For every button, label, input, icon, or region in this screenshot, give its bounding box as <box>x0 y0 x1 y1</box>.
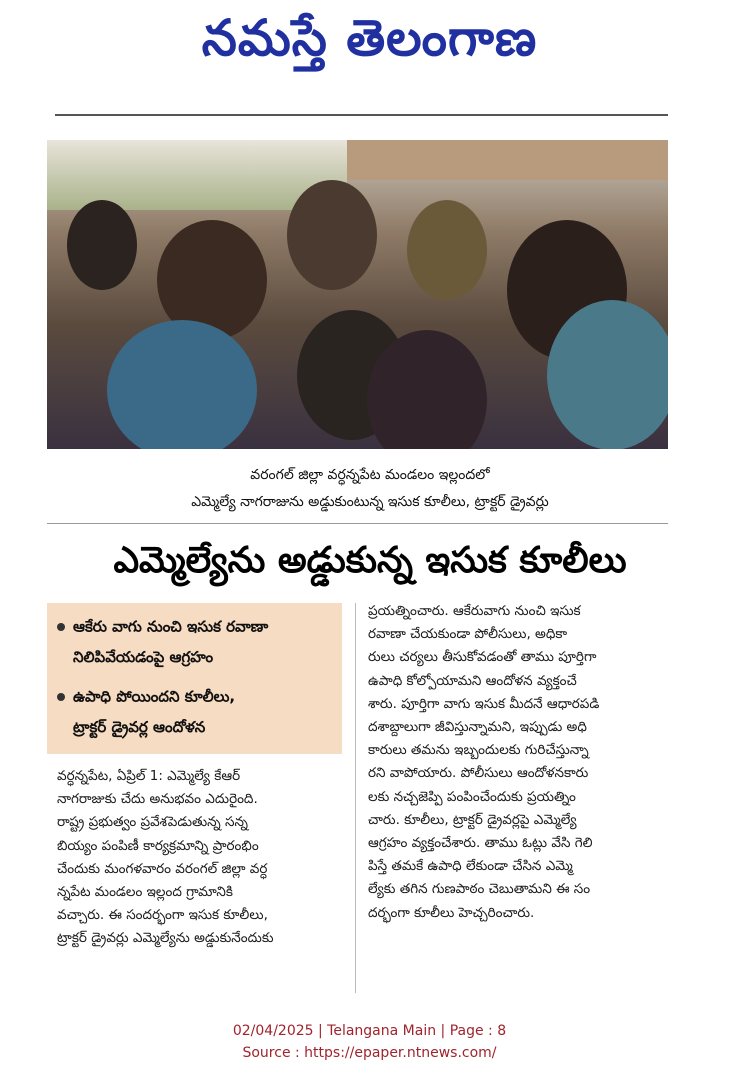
highlight-item <box>57 681 337 742</box>
footer-date-line: 02/04/2025 | Telangana Main | Page : 8 <box>232 1023 507 1039</box>
body-line: దర్భంగా కూలీలు హెచ్చరించారు. <box>368 904 535 921</box>
body-line: ఆగ్రహం వ్యక్తంచేశారు. తాము ఓట్లు వేసి గెలి <box>368 835 593 852</box>
headline: ఎమ్మెల్యేను అడ్డుకున్న ఇసుక కూలీలు <box>113 540 627 581</box>
highlight-item <box>57 611 337 672</box>
masthead-rule <box>55 114 668 116</box>
news-photo <box>47 140 668 449</box>
highlight-line: ఉపాధి పోయిందని కూలీలు, <box>73 687 236 706</box>
body-line: పిస్తే తమకే ఉపాధి లేకుండా చేసిన ఎమ్మె <box>368 858 573 875</box>
bullet-icon <box>57 693 65 701</box>
body-line: రని వాపోయారు. పోలీసులు ఆందోళనకారు <box>368 765 589 782</box>
highlight-line: ట్రాక్టర్ డ్రైవర్ల ఆందోళన <box>73 718 206 736</box>
bullet-icon <box>57 623 65 631</box>
body-line: చేందుకు మంగళవారం వరంగల్ జిల్లా వర్ధ <box>57 860 268 877</box>
highlight-line: నిలిపివేయడంపై ఆగ్రహం <box>73 648 214 666</box>
footer <box>0 1020 739 1064</box>
body-line: ప్రయత్నించారు. ఆకేరువాగు నుంచి ఇసుక <box>368 603 581 619</box>
body-line: ఉపాధి కోల్పోయామని ఆందోళన వ్యక్తంచే <box>368 672 577 689</box>
body-line: చారు. కూలీలు, ట్రాక్టర్ డ్రైవర్లపై ఎమ్మెల్యే <box>368 811 577 828</box>
body-line: శారు. పూర్తిగా వాగు ఇసుక మీదనే ఆధారపడి <box>368 695 600 712</box>
body-line: న్నపేట మండలం ఇల్లంద గ్రామానికి <box>57 884 233 901</box>
body-line: బియ్యం పంపిణీ కార్యక్రమాన్ని ప్రారంభిం <box>57 837 259 854</box>
masthead-title: నమస్తే తెలంగాణ <box>201 8 538 67</box>
body-line: ల్యేకు తగిన గుణపాఠం చెబుతామని ఈ సం <box>368 881 591 898</box>
body-line: రవాణా చేయకుండా పోలీసులు, అధికా <box>368 626 568 643</box>
body-line: ట్రాక్టర్ డ్రైవర్లు ఎమ్మెల్యేను అడ్డుకునేందుకు <box>57 930 274 947</box>
body-line: రులు చర్యలు తీసుకోవడంతో తాము పూర్తిగా <box>368 649 597 666</box>
caption-rule <box>47 523 668 524</box>
caption-line-2: ఎమ్మెల్యే నాగరాజును అడ్డుకుంటున్న ఇసుక కూలీలు, ట్రాక్టర్ డ్రైవర్లు <box>191 494 549 510</box>
body-line: లకు నచ్చజెప్పి పంపించేందుకు ప్రయత్నిం <box>368 788 576 805</box>
body-column-right <box>368 600 668 925</box>
body-line: వచ్చారు. ఈ సందర్భంగా ఇసుక కూలీలు, <box>57 907 268 924</box>
highlights-box <box>47 603 342 754</box>
caption-line-1: వరంగల్ జిల్లా వర్ధన్నపేట మండలం ఇల్లందలో <box>250 467 490 483</box>
column-divider <box>355 603 356 993</box>
body-line: దశాబ్దాలుగా జీవిస్తున్నామని, ఇప్పుడు అధి <box>368 719 587 736</box>
body-line: వర్ధన్నపేట, ఏప్రిల్ 1: ఎమ్మెల్యే కేఆర్ <box>57 768 241 784</box>
photo-caption <box>120 462 620 516</box>
body-column-left <box>57 765 342 951</box>
footer-source-line[interactable]: Source : https://epaper.ntnews.com/ <box>242 1045 497 1061</box>
body-line: నాగరాజుకు చేదు అనుభవం ఎదురైంది. <box>57 791 258 808</box>
body-line: కారులు తమను ఇబ్బందులకు గురిచేస్తున్నా <box>368 742 589 759</box>
body-line: రాష్ట్ర ప్రభుత్వం ప్రవేశపెడుతున్న సన్న <box>57 814 248 831</box>
highlight-line: ఆకేరు వాగు నుంచి ఇసుక రవాణా <box>73 617 269 636</box>
